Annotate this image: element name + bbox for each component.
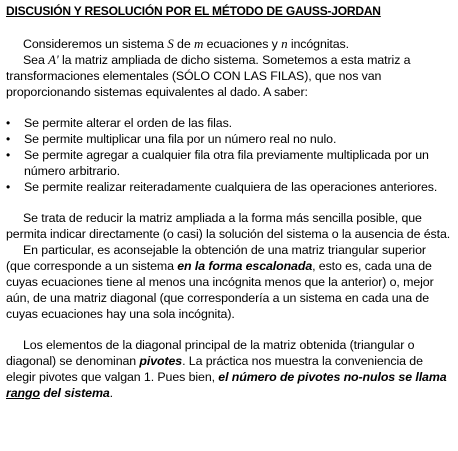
list-item (6, 179, 452, 195)
rule-text: Se permite realizar reiteradamente cualquiera de las operaciones anteriores. (24, 180, 438, 194)
bullet-icon: • (6, 132, 11, 146)
pivots-paragraph (6, 337, 452, 401)
paragraph-text: , esto es, cada una de cuyas ecuaciones tiene al menos una incógnita menos que la anterior) o, mejor aún, de una matriz diagonal (que correspondería a un sistema en cada una de cuyas ecuaciones hay una sola incógnita). (6, 259, 434, 321)
paragraph-text: Los elementos de la diagonal principal de la matriz obtenida (triangular o diagonal) se denominan (6, 338, 415, 368)
list-item (6, 147, 452, 179)
intro-paragraph-2 (6, 52, 452, 100)
intro-paragraph-1 (6, 36, 452, 52)
rule-text: Se permite alterar el orden de las filas. (24, 116, 233, 130)
system-symbol: S (167, 36, 174, 51)
paragraph-text: . (109, 386, 114, 400)
bullet-icon: • (6, 180, 11, 194)
intro-text: de (173, 37, 194, 51)
intro-text: ecuaciones y (203, 37, 282, 51)
document-title: DISCUSIÓN Y RESOLUCIÓN POR EL MÉTODO DE GAUSS-JORDAN (6, 4, 381, 18)
rank-definition: del sistema (39, 386, 110, 400)
reduction-paragraph: Se trata de reducir la matriz ampliada a la forma más sencilla posible, que permita indicar directamente (o casi) la solución del sistema o la ausencia de ésta. (6, 211, 451, 241)
rule-text: Se permite multiplicar una fila por un número real no nulo. (24, 132, 337, 146)
paragraph-text: . La práctica nos muestra la conveniencia de elegir pivotes que valgan 1. Pues bien, (6, 354, 423, 384)
matrix-symbol: A' (48, 52, 59, 67)
intro-text: Sea (23, 53, 49, 67)
rules-list (6, 115, 452, 195)
paragraph-text: En particular, es aconsejable la obtención de una matriz triangular superior (que corresponde a un sistema (6, 243, 426, 273)
bullet-icon: • (6, 116, 11, 130)
pivotes-term: pivotes (139, 354, 183, 368)
rank-definition: el número de pivotes no-nulos se llama (218, 370, 447, 384)
intro-text: incógnitas. (287, 37, 349, 51)
list-item (6, 131, 452, 147)
triangular-paragraph (6, 242, 452, 322)
intro-text: la matriz ampliada de dicho sistema. Sometemos a esta matriz a transformaciones elementales (SÓLO CON LAS FILAS), que nos van proporcionando sistemas equivalentes al dado. A saber: (6, 53, 411, 99)
emphasis-text: en la forma escalonada (177, 259, 313, 273)
rule-text: Se permite agregar a cualquier fila otra fila previamente multiplicada por un número arbitrario. (24, 148, 429, 178)
intro-text: Consideremos un sistema (23, 37, 168, 51)
rango-term: rango (6, 386, 40, 400)
bullet-icon: • (6, 148, 11, 162)
list-item (6, 115, 452, 131)
unknowns-symbol: n (281, 36, 288, 51)
equations-symbol: m (193, 36, 204, 51)
